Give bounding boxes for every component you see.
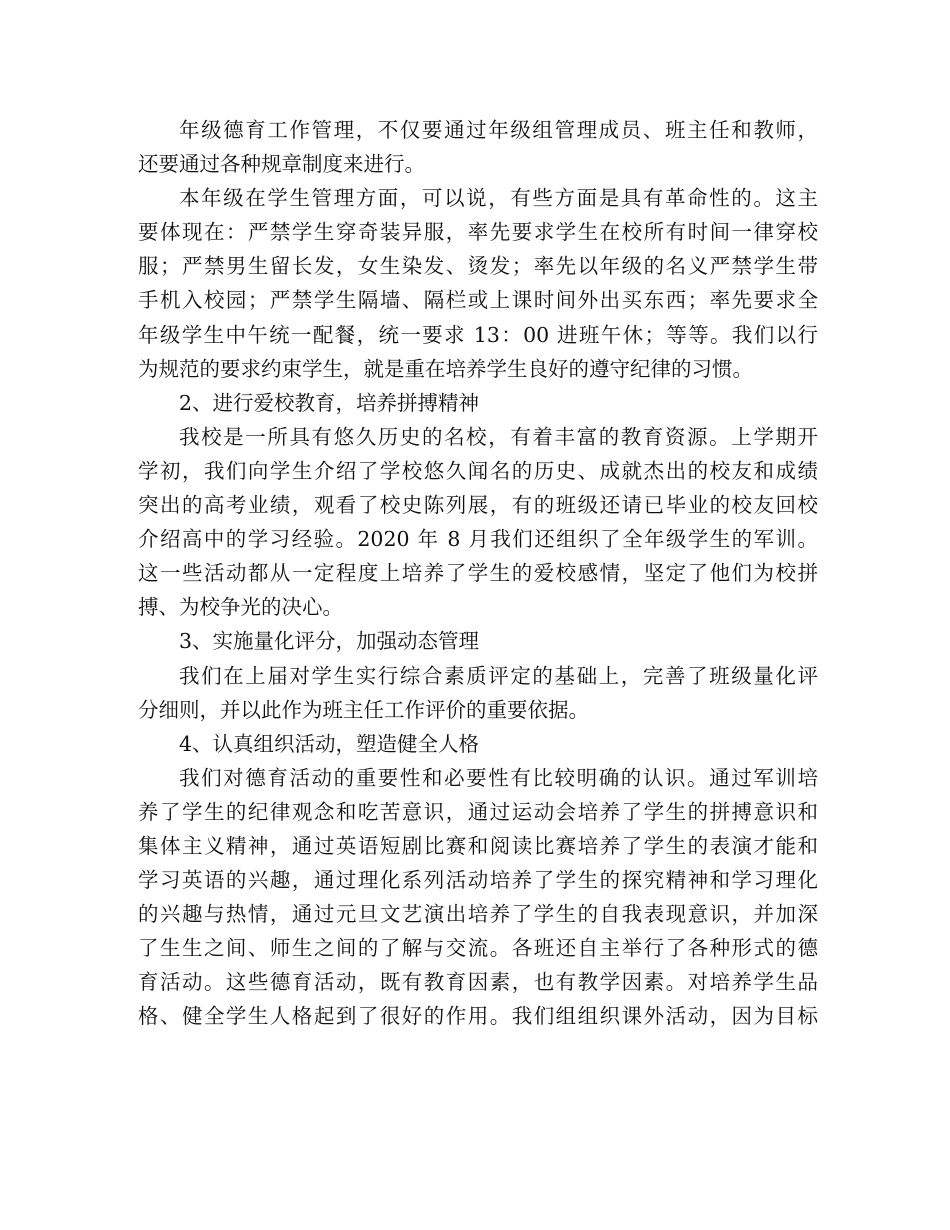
paragraph-line: 我们对德育活动的重要性和必要性有比较明确的认识。通过军训培 [179,765,818,790]
paragraph-line: 年级德育工作管理，不仅要通过年级组管理成员、班主任和教师， [179,118,818,142]
paragraph-line: 为规范的要求约束学生，就是重在培养学生良好的遵守纪律的习惯。 [138,356,753,381]
paragraph-line: 养了学生的纪律观念和吃苦意识，通过运动会培养了学生的拼搏意识和 [138,799,818,824]
paragraph-line: 我校是一所具有悠久历史的名校，有着丰富的教育资源。上学期开 [179,424,818,449]
paragraph-line: 学习英语的兴趣，通过理化系列活动培养了学生的探究精神和学习理化 [138,868,818,893]
paragraph-line: 搏、为校争光的决心。 [138,595,343,620]
paragraph-line: 年级学生中午统一配餐，统一要求 13：00 进班午休；等等。我们以行 [138,322,818,347]
paragraph-line: 我们在上届对学生实行综合素质评定的基础上，完善了班级量化评 [179,663,818,688]
paragraph-line: 集体主义精神，通过英语短剧比赛和阅读比赛培养了学生的表演才能和 [138,833,818,858]
document-body [138,113,818,1034]
paragraph-line: 还要通过各种规章制度来进行。 [138,152,425,177]
section-heading: 4、认真组织活动，塑造健全人格 [179,731,480,756]
paragraph-line: 突出的高考业绩，观看了校史陈列展，有的班级还请已毕业的校友回校 [138,493,818,518]
paragraph-line: 服；严禁男生留长发，女生染发、烫发；率先以年级的名义严禁学生带 [138,254,818,279]
paragraph-line: 的兴趣与热情，通过元旦文艺演出培养了学生的自我表现意识，并加深 [138,902,818,927]
paragraph-line: 这一些活动都从一定程度上培养了学生的爱校感情，坚定了他们为校拼 [138,561,818,586]
paragraph-line: 格、健全学生人格起到了很好的作用。我们组组织课外活动，因为目标 [138,1004,818,1029]
paragraph-line: 介绍高中的学习经验。2020 年 8 月我们还组织了全年级学生的军训。 [138,527,818,552]
paragraph-line: 了生生之间、师生之间的了解与交流。各班还自主举行了各种形式的德 [138,936,818,961]
paragraph-line: 分细则，并以此作为班主任工作评价的重要依据。 [138,697,589,722]
paragraph-line: 手机入校园；严禁学生隔墙、隔栏或上课时间外出买东西；率先要求全 [138,288,818,313]
paragraph-line: 学初，我们向学生介绍了学校悠久闻名的历史、成就杰出的校友和成绩 [138,458,818,483]
paragraph-line: 要体现在：严禁学生穿奇装异服，率先要求学生在校所有时间一律穿校 [138,220,818,245]
section-heading: 2、进行爱校教育，培养拼搏精神 [179,390,480,415]
paragraph-line: 本年级在学生管理方面，可以说，有些方面是具有革命性的。这主 [179,186,818,211]
paragraph-line: 育活动。这些德育活动，既有教育因素，也有教学因素。对培养学生品 [138,970,818,995]
section-heading: 3、实施量化评分，加强动态管理 [179,629,480,654]
